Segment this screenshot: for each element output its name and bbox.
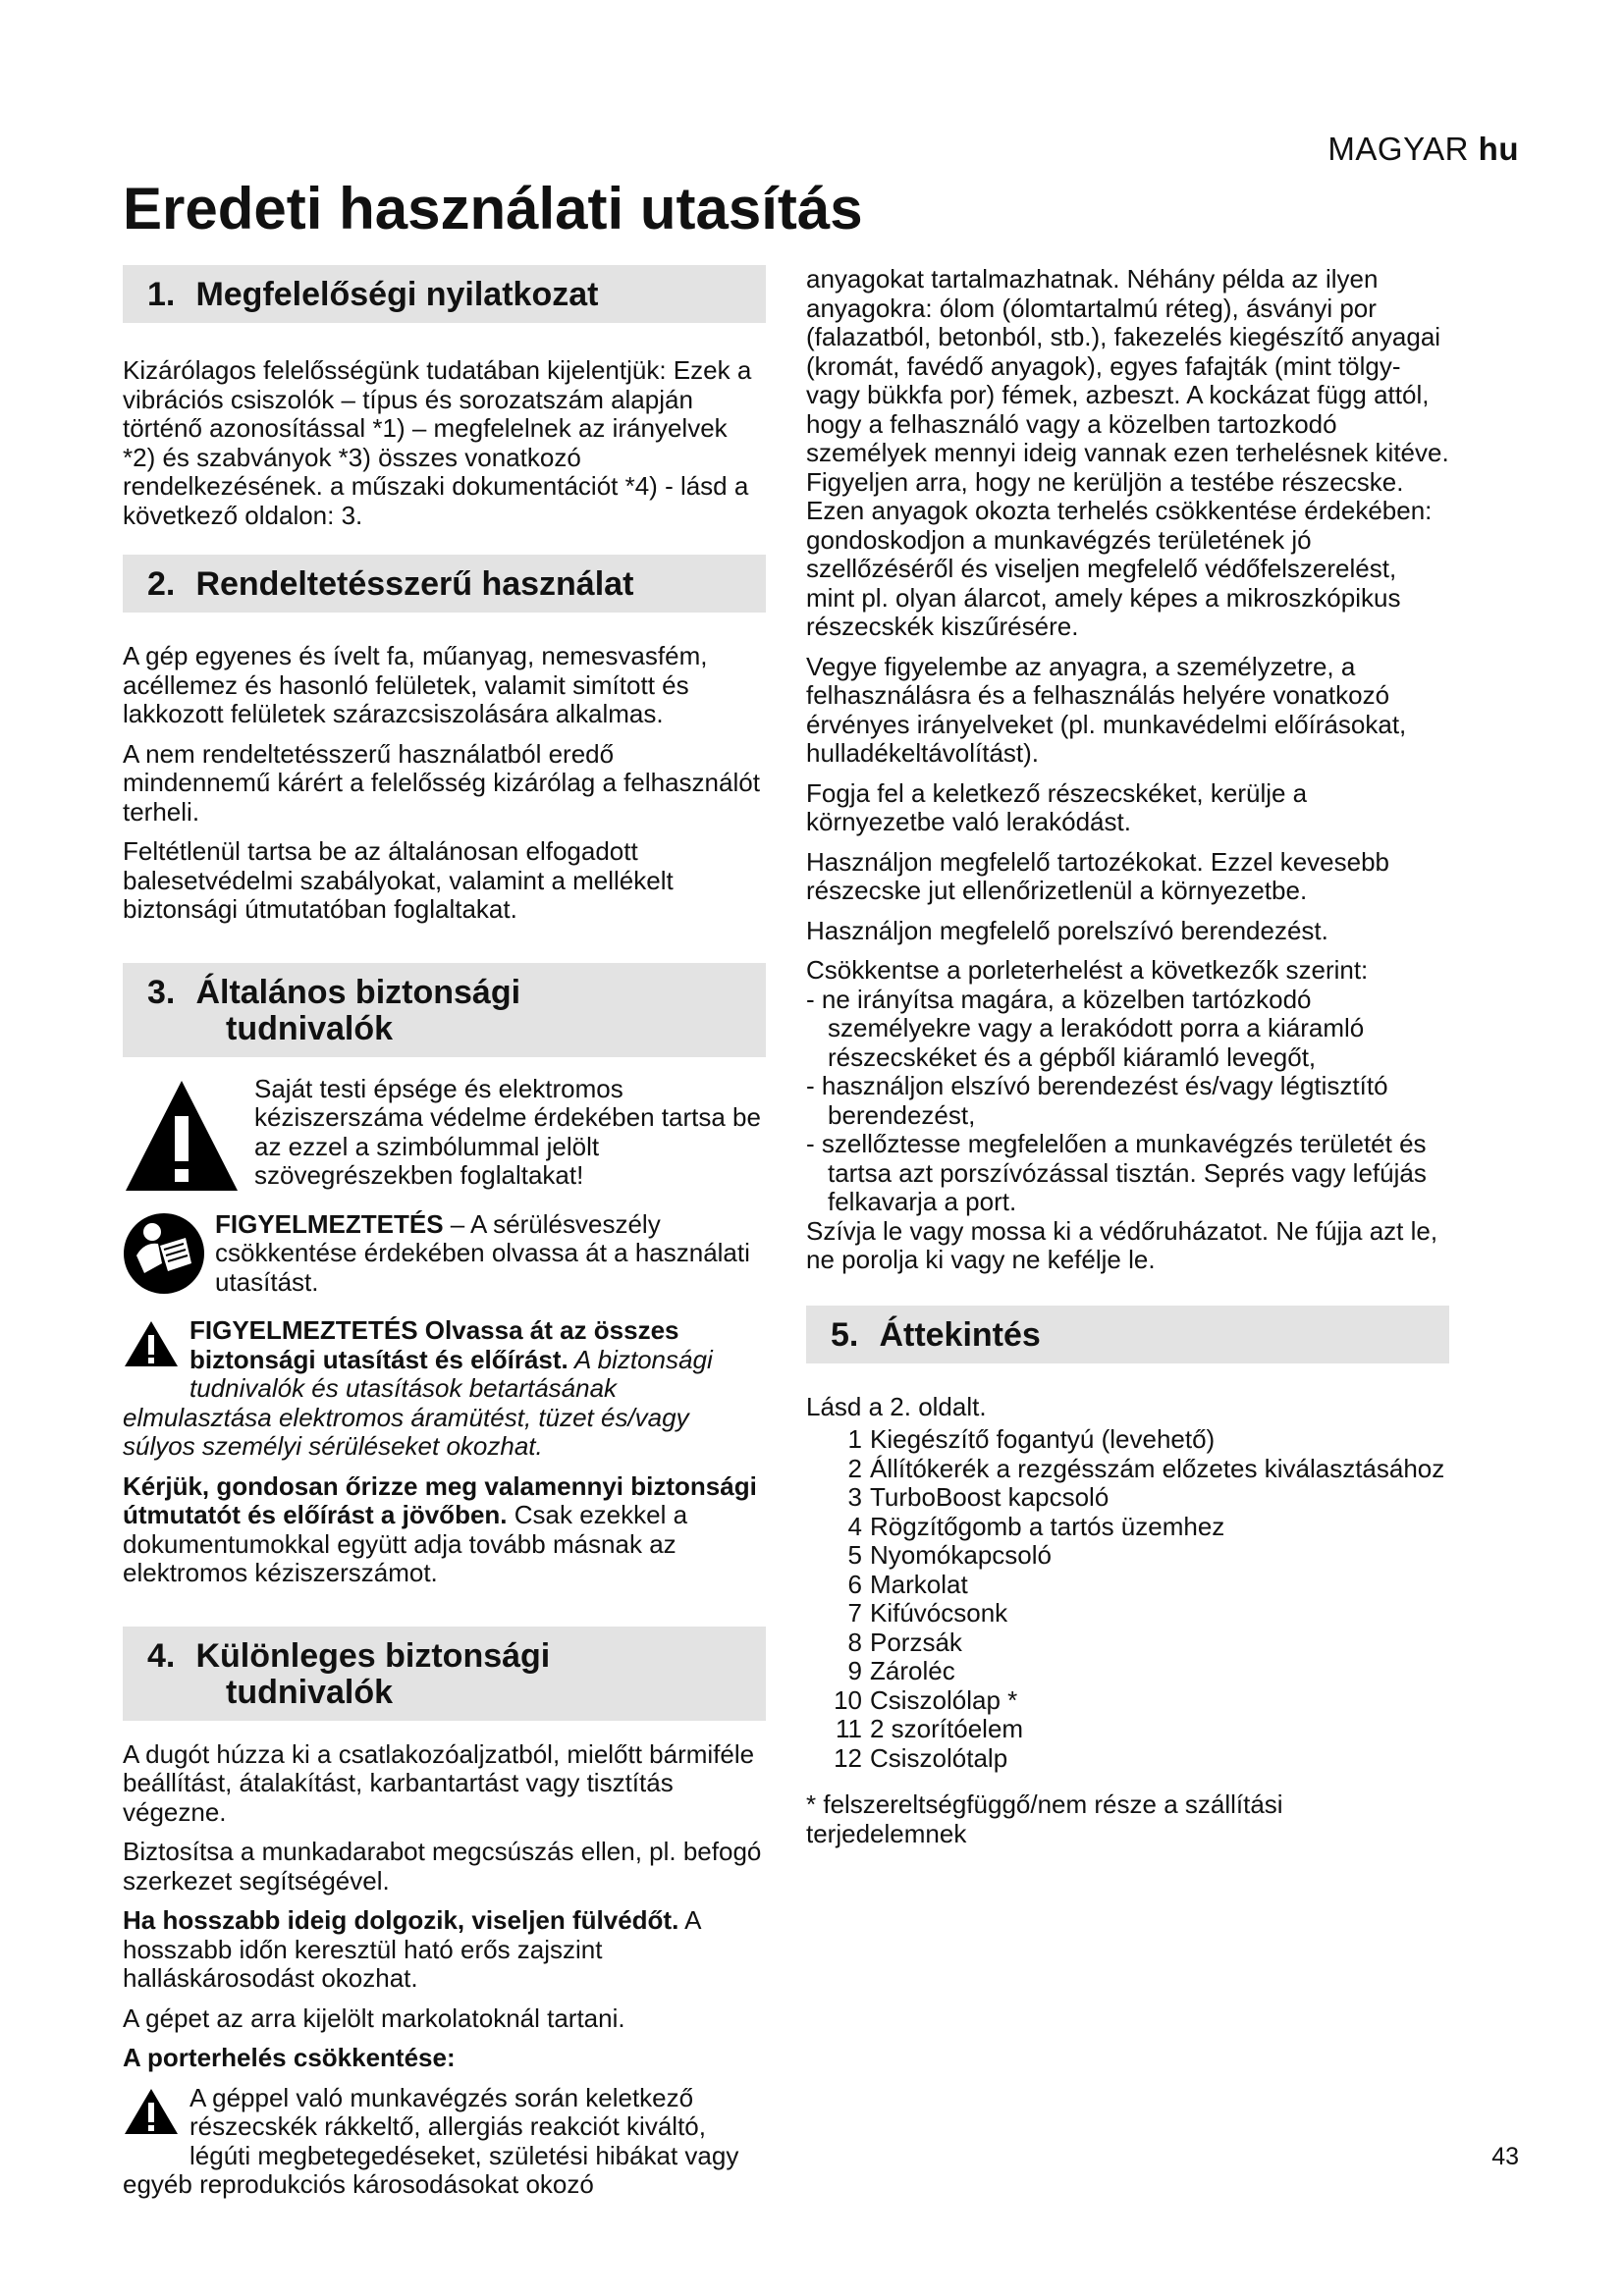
- part-number: 1: [847, 1424, 862, 1454]
- language-code: hu: [1478, 131, 1519, 167]
- dust-step-2: - használjon elszívó berendezést és/vagy légtisztító berendezést,: [806, 1071, 1388, 1130]
- s4-paragraph-3: [123, 1906, 766, 1994]
- warning-text-symbol: Saját testi épsége és elektromos kéziszerszáma védelme érdekében tartsa be az ezzel a szimbólummal jelölt szövegrészekben foglaltakat!: [254, 1073, 761, 1190]
- warning-triangle-icon: [123, 2087, 180, 2143]
- part-number: 3: [847, 1482, 862, 1512]
- overview-footnote: * felszereltségfüggő/nem része a szállítási terjedelemnek: [806, 1789, 1283, 1848]
- part-number: 5: [847, 1540, 862, 1570]
- part-number: 9: [847, 1656, 862, 1685]
- part-label: Kifúvócsonk: [870, 1598, 1008, 1628]
- part-item: [806, 1455, 1449, 1484]
- right-paragraph-1c: Ezen anyagok okozta terhelés csökkentése érdekében: gondoskodjon a munkavégzés területének jó szellőzéséről és viseljen megfelelő védőfelszerelést, mint pl. olyan álarcot, amely képes a mikroszkópikus részecskék kiszűrésére.: [806, 496, 1433, 641]
- warning-text-manual: [215, 1210, 766, 1298]
- section-5-heading: [806, 1306, 1449, 1363]
- part-label: Porzsák: [870, 1627, 962, 1657]
- left-column: [123, 265, 766, 2211]
- s1-paragraph: Kizárólagos felelősségünk tudatában kijelentjük: Ezek a vibrációs csiszolók – típus és sorozatszám alapján történő azonosítással *1) – megfelelnek az irányelvek *2) és szabványok *3) összes vonatkozó rendelkezésének. a műszaki dokumentációt *4) - lásd a következő oldalon: 3.: [123, 355, 752, 530]
- right-paragraph-1: [806, 265, 1449, 468]
- right-paragraph-1b: Figyeljen arra, hogy ne kerüljön a testébe részecske.: [806, 466, 1404, 497]
- part-item: [806, 1657, 1449, 1686]
- section-3-heading: [123, 963, 766, 1057]
- dust-warning-text: A géppel való munkavégzés során keletkező részecskék rákkeltő, allergiás reakciót kiváltó, légúti megbetegedéseket, születési hibákat vagy egyéb reprodukciós károsodásokat okozó: [123, 2082, 739, 2199]
- right-paragraph-3: Fogja fel a keletkező részecskéket, kerülje a környezetbe való lerakódást.: [806, 777, 1308, 836]
- part-number: 7: [847, 1598, 862, 1628]
- warning-block-symbol: [123, 1073, 766, 1201]
- part-label: Nyomókapcsoló: [870, 1540, 1052, 1570]
- right-column: [806, 265, 1449, 1859]
- keep-bold-text: Kérjük, gondosan őrizze meg valamennyi biztonsági útmutatót és előírást a jövőben.: [123, 1470, 757, 1529]
- part-number: 2: [847, 1453, 862, 1483]
- warning-body: – A sérülésveszély csökkentése érdekében olvassa át a használati utasítást.: [215, 1208, 750, 1297]
- section-title: Rendeltetésszerű használat: [195, 565, 634, 603]
- warning-italic-text: A biztonsági tudnivalók és utasítások betartásának elmulasztása elektromos áramütést, tüzet és/vagy súlyos személyi sérüléseket okozhat.: [123, 1344, 713, 1461]
- section-number: 4.: [147, 1636, 176, 1675]
- right-paragraph-4: Használjon megfelelő tartozékokat. Ezzel kevesebb részecske jut ellenőrizetlenül a környezetbe.: [806, 846, 1389, 905]
- section-1-heading: [123, 265, 766, 323]
- language-name: MAGYAR: [1327, 131, 1469, 167]
- dust-warning: [123, 2084, 766, 2200]
- warning-label: FIGYELMEZTETÉS: [215, 1208, 444, 1239]
- page-number: 43: [1491, 2143, 1519, 2170]
- part-item: [806, 1715, 1449, 1744]
- overview-intro: Lásd a 2. oldalt.: [806, 1391, 987, 1421]
- section-number: 5.: [831, 1315, 859, 1354]
- part-item: [806, 1425, 1449, 1455]
- part-label: Markolat: [870, 1569, 968, 1599]
- right-paragraph-6: Csökkentse a porleterhelést a következők szerint:: [806, 955, 1369, 985]
- part-label: Állítókerék a rezgésszám előzetes kiválasztásához: [870, 1453, 1445, 1483]
- part-item: [806, 1629, 1449, 1658]
- parts-list: [806, 1425, 1449, 1773]
- part-item: [806, 1483, 1449, 1513]
- part-label: Rögzítőgomb a tartós üzemhez: [870, 1511, 1225, 1541]
- part-label: Kiegészítő fogantyú (levehető): [870, 1424, 1216, 1454]
- part-number: 10: [834, 1684, 862, 1715]
- section-2-heading: [123, 555, 766, 613]
- s4-paragraph-2: Biztosítsa a munkadarabot megcsúszás ellen, pl. befogó szerkezet segítségével.: [123, 1837, 762, 1896]
- part-label: Csiszolólap *: [870, 1684, 1018, 1715]
- part-item: [806, 1571, 1449, 1600]
- section-title-line-1: Különleges biztonsági: [195, 1636, 551, 1675]
- s2-paragraph-2: A nem rendeltetésszerű használatból eredő mindennemű kárért a felelősség kizárólag a felhasználót terheli.: [123, 738, 760, 827]
- section-title: Áttekintés: [879, 1315, 1041, 1354]
- warning-bold-text: FIGYELMEZTETÉS Olvassa át az összes biztonsági utasítást és előírást.: [189, 1315, 679, 1374]
- section-number: 2.: [147, 565, 176, 603]
- part-item: [806, 1513, 1449, 1542]
- section-4-heading: [123, 1627, 766, 1721]
- right-paragraph-7: Szívja le vagy mossa ki a védőruházatot. Ne fújja azt le, ne porolja ki vagy ne kefélje le.: [806, 1215, 1438, 1274]
- part-number: 6: [847, 1569, 862, 1599]
- page-title: Eredeti használati utasítás: [123, 176, 863, 241]
- part-item: [806, 1541, 1449, 1571]
- part-label: TurboBoost kapcsoló: [870, 1482, 1110, 1512]
- right-paragraph-5: Használjon megfelelő porelszívó berendezést.: [806, 915, 1328, 945]
- part-number: 11: [836, 1714, 862, 1743]
- dust-step-3: - szellőztesse megfelelően a munkavégzés területét és tartsa azt porszívózással tisztán. Seprés vagy lefújás felkavarja a port.: [806, 1129, 1427, 1216]
- warning-block-manual: [123, 1210, 766, 1308]
- warning-read-all: [123, 1316, 766, 1462]
- keep-body-text: Csak ezekkel a dokumentumokkal együtt adja tovább másnak az elektromos kéziszerszámot.: [123, 1500, 688, 1587]
- section-title-line-1: Általános biztonsági: [195, 973, 521, 1011]
- part-label: 2 szorítóelem: [870, 1714, 1024, 1743]
- hearing-bold-text: Ha hosszabb ideig dolgozik, viseljen fülvédőt.: [123, 1905, 679, 1935]
- section-title-line-2: tudnivalók: [226, 1009, 394, 1047]
- part-label: Csiszolótalp: [870, 1742, 1008, 1773]
- section-title: Megfelelőségi nyilatkozat: [195, 276, 599, 313]
- warning-triangle-icon: [123, 1319, 180, 1375]
- right-paragraph-2: Vegye figyelembe az anyagra, a személyzetre, a felhasználásra és a felhasználás helyére vonatkozó érvényes irányelveket (pl. munkavédelmi előírásokat, hulladékeltávolítást).: [806, 651, 1407, 768]
- part-number: 8: [847, 1627, 862, 1657]
- dust-heading: A porterhelés csökkentése:: [123, 2043, 456, 2072]
- part-number: 12: [834, 1742, 862, 1773]
- hearing-body-text: A hosszabb időn keresztül ható erős zajszint halláskárosodást okozhat.: [123, 1905, 701, 1993]
- keep-instructions: [123, 1472, 766, 1588]
- hazard-materials-text: anyagokat tartalmazhatnak. Néhány példa az ilyen anyagokra: ólom (ólomtartalmú réteg), ásványi por (falazatból, betonból, stb.), fakezelés kiegészítő anyagai (kromát, favédő anyagok), egyes fafajták (mint tölgy- vagy bükkfa por) fémek, azbeszt. A kockázat függ attól, hogy a felhasználó vagy a közelben tartozkodó személyek mennyi ideig vannak ezen terhelésnek kitéve.: [806, 264, 1449, 467]
- section-number: 3.: [147, 973, 176, 1011]
- s4-paragraph-4: A gépet az arra kijelölt markolatoknál tartani.: [123, 2002, 625, 2033]
- section-number: 1.: [147, 276, 176, 313]
- s2-paragraph-3: Feltétlenül tartsa be az általánosan elfogadott balesetvédelmi szabályokat, valamint a mellékelt biztonsági útmutatóban foglaltakat.: [123, 836, 674, 924]
- part-number: 4: [847, 1511, 862, 1541]
- part-item: [806, 1744, 1449, 1774]
- part-label: Zároléc: [870, 1656, 955, 1685]
- section-title-line-2: tudnivalók: [226, 1673, 394, 1711]
- s4-paragraph-1: A dugót húzza ki a csatlakozóaljzatból, mielőtt bármiféle beállítást, átalakítást, karbantartást vagy tisztítás végezne.: [123, 1738, 755, 1827]
- language-label: [1327, 131, 1519, 168]
- dust-step-1: - ne irányítsa magára, a közelben tartózkodó személyekre vagy a lerakódott porra a kiáramló részecskéket és a gépből kiáramló levegőt,: [806, 984, 1365, 1072]
- s2-paragraph-1: A gép egyenes és ívelt fa, műanyag, nemesvasfém, acéllemez és hasonló felületek, valamit simított és lakkozott felületek szárazcsiszolására alkalmas.: [123, 641, 708, 728]
- part-item: [806, 1686, 1449, 1716]
- part-item: [806, 1599, 1449, 1629]
- read-manual-icon: [123, 1212, 205, 1302]
- warning-triangle-icon: [123, 1077, 241, 1201]
